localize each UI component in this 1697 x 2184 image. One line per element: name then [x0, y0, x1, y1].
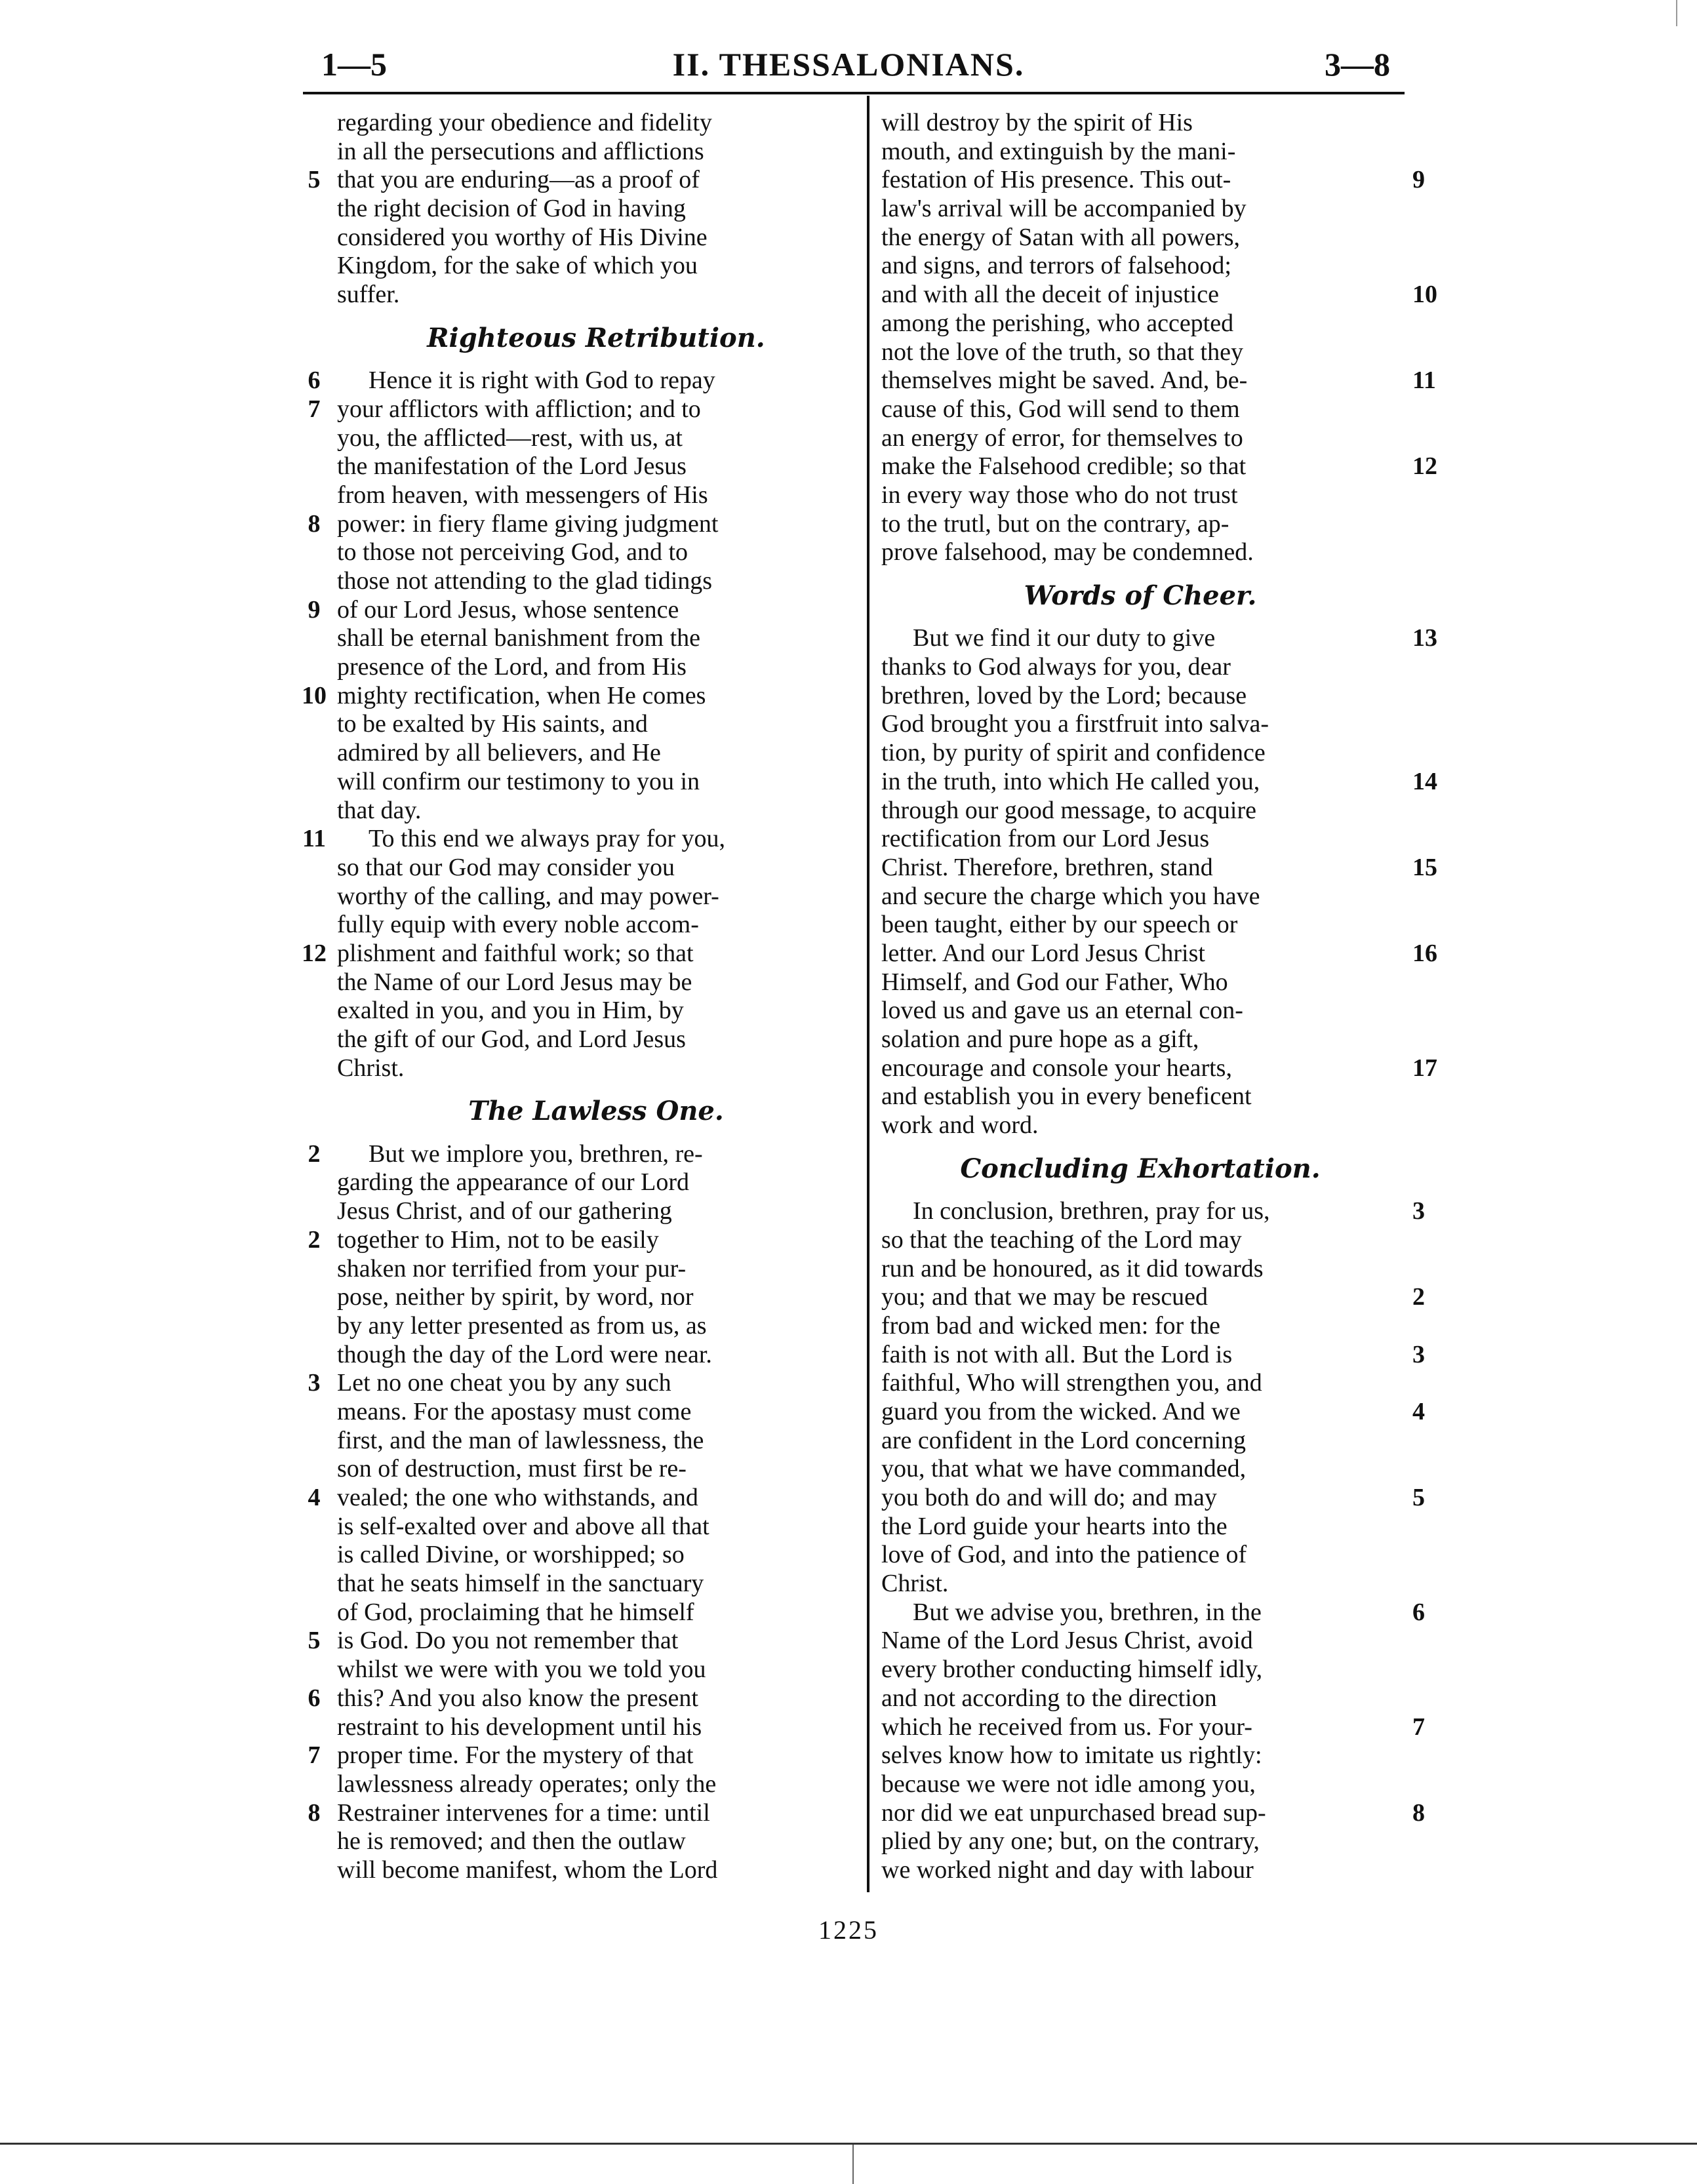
verse-number: 9 — [1412, 166, 1425, 194]
text-line — [881, 195, 1399, 224]
line-text: pose, neither by spirit, by word, nor — [337, 1283, 694, 1311]
text-line — [881, 224, 1399, 252]
text-line — [881, 1025, 1399, 1054]
text-line — [881, 1541, 1399, 1570]
verse-number: 8 — [308, 1798, 321, 1827]
text-line — [337, 1770, 855, 1799]
line-text: so that our God may consider you — [337, 853, 675, 881]
line-text: But we find it our duty to give — [913, 624, 1216, 652]
text-line — [881, 797, 1399, 825]
line-text: prove falsehood, may be condemned. — [881, 538, 1254, 566]
line-text: But we implore you, brethren, re- — [369, 1140, 703, 1168]
verse-number: 7 — [308, 1741, 321, 1770]
text-line — [881, 624, 1437, 653]
verse-number: 2 — [308, 1140, 321, 1168]
text-line — [881, 1111, 1399, 1140]
text-line — [302, 681, 855, 711]
text-line — [881, 1082, 1399, 1111]
verse-number: 4 — [1412, 1397, 1425, 1425]
line-text: through our good message, to acquire — [881, 796, 1256, 824]
text-line — [337, 997, 855, 1025]
text-line — [337, 768, 855, 797]
line-text: selves know how to imitate us rightly: — [881, 1741, 1262, 1770]
text-line — [337, 481, 855, 510]
line-text: not the love of the truth, so that they — [881, 338, 1243, 366]
text-line — [881, 1713, 1425, 1742]
line-text: Himself, and God our Father, Who — [881, 968, 1228, 996]
text-line — [881, 1570, 1399, 1598]
verse-number: 12 — [1412, 452, 1437, 481]
line-text: to be exalted by His saints, and — [337, 710, 648, 738]
verse-number: 10 — [302, 681, 327, 709]
line-text: son of destruction, must first be re- — [337, 1455, 687, 1483]
line-text: suffer. — [337, 281, 400, 309]
line-text: that you are enduring—as a proof of — [337, 166, 700, 194]
text-line — [337, 1656, 855, 1684]
text-line — [881, 252, 1399, 281]
verse-number: 5 — [308, 1627, 321, 1655]
text-line — [881, 166, 1425, 195]
line-text: fully equip with every noble accom- — [337, 911, 699, 939]
text-line — [881, 538, 1399, 567]
line-text: is called Divine, or worshipped; so — [337, 1541, 685, 1569]
text-line — [308, 1627, 855, 1656]
running-title: II. THESSALONIANS. — [672, 46, 1025, 83]
verse-number: 16 — [1412, 939, 1437, 967]
verse-number: 7 — [308, 395, 321, 423]
line-text: from heaven, with messengers of His — [337, 481, 708, 509]
line-text: the energy of Satan with all powers, — [881, 223, 1240, 251]
line-text: been taught, either by our speech or — [881, 911, 1238, 939]
text-line — [337, 1513, 855, 1541]
verse-number: 5 — [308, 166, 321, 194]
line-text: tion, by purity of spirit and confidence — [881, 739, 1266, 767]
text-line — [337, 1025, 855, 1054]
footer-rule — [0, 2143, 1697, 2145]
text-line — [881, 739, 1399, 768]
text-line — [881, 883, 1399, 911]
line-text: by any letter presented as from us, as — [337, 1311, 707, 1340]
line-text: from bad and wicked men: for the — [881, 1311, 1221, 1340]
right-text-column — [881, 109, 1437, 1885]
text-line — [308, 1484, 855, 1513]
text-line — [881, 452, 1437, 481]
text-line — [337, 797, 855, 825]
line-text: the right decision of God in having — [337, 195, 686, 223]
header-chapter-range-left: 1—5 — [321, 46, 387, 83]
text-line — [337, 138, 855, 167]
line-text: though the day of the Lord were near. — [337, 1340, 712, 1368]
text-line — [337, 1427, 855, 1456]
text-line — [881, 1397, 1425, 1427]
line-text: cause of this, God will send to them — [881, 395, 1240, 423]
line-text: is self-exalted over and above all that — [337, 1512, 709, 1540]
line-text: plied by any one; but, on the contrary, — [881, 1827, 1260, 1856]
text-line — [881, 1255, 1399, 1284]
text-line — [308, 166, 855, 195]
line-text: loved us and gave us an eternal con- — [881, 997, 1243, 1025]
text-line — [881, 968, 1399, 997]
text-line — [881, 710, 1399, 739]
line-text: God brought you a firstfruit into salva- — [881, 710, 1269, 738]
text-line — [881, 395, 1399, 424]
text-line — [881, 1226, 1399, 1255]
line-text: shaken nor terrified from your pur- — [337, 1254, 687, 1282]
line-text: Restrainer intervenes for a time: until — [337, 1798, 710, 1827]
text-line — [881, 653, 1399, 682]
line-text: rectification from our Lord Jesus — [881, 825, 1210, 853]
verse-number: 3 — [308, 1369, 321, 1397]
text-line — [881, 767, 1437, 797]
line-text: mighty rectification, when He comes — [337, 681, 706, 709]
line-text: in every way those who do not trust — [881, 481, 1238, 509]
text-line — [881, 309, 1399, 338]
text-line — [881, 1197, 1425, 1226]
header-rule — [303, 92, 1405, 94]
line-text: in the truth, into which He called you, — [881, 767, 1260, 795]
line-text: nor did we eat unpurchased bread sup- — [881, 1798, 1266, 1827]
verse-number: 2 — [308, 1225, 321, 1254]
text-line — [881, 1770, 1399, 1799]
line-text: the manifestation of the Lord Jesus — [337, 452, 687, 481]
verse-number: 8 — [1412, 1798, 1425, 1827]
page-number: 1225 — [818, 1915, 879, 1945]
line-text: this? And you also know the present — [337, 1684, 698, 1712]
line-text: you, that what we have commanded, — [881, 1455, 1247, 1483]
text-line — [881, 1827, 1399, 1856]
line-text: whilst we were with you we told you — [337, 1656, 706, 1684]
text-line — [337, 1598, 855, 1627]
verse-number: 2 — [1412, 1283, 1425, 1311]
section-heading: Righteous Retribution. — [427, 322, 765, 353]
line-text: law's arrival will be accompanied by — [881, 195, 1247, 223]
text-line — [881, 1340, 1425, 1370]
text-line — [308, 1798, 855, 1828]
verse-number: 12 — [302, 939, 327, 967]
line-text: Name of the Lord Jesus Christ, avoid — [881, 1627, 1253, 1655]
text-line — [337, 1856, 855, 1885]
line-text: will become manifest, whom the Lord — [337, 1856, 718, 1884]
line-text: first, and the man of lawlessness, the — [337, 1426, 704, 1454]
line-text: because we were not idle among you, — [881, 1770, 1256, 1798]
text-line — [881, 367, 1436, 395]
line-text: of God, proclaiming that he himself — [337, 1598, 694, 1626]
text-line — [881, 1369, 1399, 1398]
line-text: Kingdom, for the sake of which you — [337, 252, 698, 280]
line-text: considered you worthy of His Divine — [337, 223, 708, 251]
line-text: faith is not with all. But the Lord is — [881, 1340, 1233, 1368]
line-text: you, the afflicted—rest, with us, at — [337, 424, 683, 452]
line-text: the Lord guide your hearts into the — [881, 1512, 1228, 1540]
line-text: mouth, and extinguish by the mani- — [881, 137, 1236, 165]
text-line — [337, 109, 855, 138]
section-heading: The Lawless One. — [468, 1096, 724, 1127]
line-text: the Name of our Lord Jesus may be — [337, 968, 692, 996]
line-text: garding the appearance of our Lord — [337, 1168, 690, 1197]
text-line — [881, 1283, 1425, 1312]
text-line — [337, 968, 855, 997]
text-line — [881, 1484, 1425, 1513]
line-text: which he received from us. For your- — [881, 1713, 1252, 1741]
text-line — [308, 1140, 855, 1169]
line-text: and establish you in every beneficent — [881, 1082, 1252, 1111]
line-text: you; and that we may be rescued — [881, 1283, 1208, 1311]
text-line — [881, 1798, 1425, 1828]
line-text: Jesus Christ, and of our gathering — [337, 1197, 672, 1225]
text-line — [337, 1341, 855, 1370]
line-text: admired by all believers, and He — [337, 739, 661, 767]
text-line — [337, 224, 855, 252]
left-text-column — [302, 109, 855, 1885]
text-line — [881, 825, 1399, 854]
verse-number: 10 — [1412, 281, 1437, 309]
verse-number: 6 — [308, 367, 321, 395]
line-text: in all the persecutions and afflictions — [337, 137, 704, 165]
line-text: together to Him, not to be easily — [337, 1225, 659, 1254]
text-line — [337, 1541, 855, 1570]
line-text: Christ. — [881, 1570, 949, 1598]
text-line — [337, 1312, 855, 1341]
text-line — [308, 395, 855, 424]
text-line — [337, 195, 855, 224]
line-text: faithful, Who will strengthen you, and — [881, 1369, 1262, 1397]
verse-number: 17 — [1412, 1054, 1437, 1082]
line-text: guard you from the wicked. And we — [881, 1397, 1241, 1425]
text-line — [337, 911, 855, 940]
text-line — [337, 1255, 855, 1284]
text-line — [881, 510, 1399, 539]
text-line — [308, 1684, 855, 1713]
text-line — [881, 281, 1437, 309]
line-text: among the perishing, who accepted — [881, 309, 1234, 337]
line-text: power: in fiery flame giving judgment — [337, 509, 719, 538]
text-line — [881, 911, 1399, 940]
verse-number: 6 — [1412, 1598, 1425, 1626]
line-text: regarding your obedience and fidelity — [337, 109, 712, 136]
text-line — [337, 1398, 855, 1427]
verse-number: 6 — [308, 1684, 321, 1712]
line-text: thanks to God always for you, dear — [881, 653, 1231, 681]
line-text: In conclusion, brethren, pray for us, — [913, 1197, 1270, 1225]
verse-number: 11 — [1412, 367, 1436, 395]
text-line — [337, 624, 855, 653]
line-text: Hence it is right with God to repay — [369, 367, 715, 395]
text-line — [881, 481, 1399, 510]
scan-corner-mark — [1676, 0, 1697, 26]
text-line — [308, 1225, 855, 1255]
line-text: will confirm our testimony to you in — [337, 767, 700, 795]
line-text: shall be eternal banishment from the — [337, 624, 700, 652]
text-line — [881, 1684, 1399, 1713]
line-text: and secure the charge which you have — [881, 882, 1260, 910]
section-heading: Words of Cheer. — [1024, 580, 1257, 611]
verse-number: 3 — [1412, 1340, 1425, 1368]
line-text: Christ. — [337, 1054, 405, 1082]
line-text: means. For the apostasy must come — [337, 1397, 692, 1425]
line-text: and not according to the direction — [881, 1684, 1217, 1712]
verse-number: 11 — [302, 825, 326, 853]
text-line — [337, 424, 855, 453]
line-text: work and word. — [881, 1111, 1039, 1140]
text-line — [337, 1713, 855, 1742]
line-text: But we advise you, brethren, in the — [913, 1598, 1262, 1626]
line-text: those not attending to the glad tidings — [337, 567, 713, 595]
text-line — [337, 854, 855, 883]
text-line — [337, 567, 855, 596]
text-line — [337, 1827, 855, 1856]
verse-number: 7 — [1412, 1713, 1425, 1741]
column-divider — [867, 96, 869, 1892]
text-line — [881, 138, 1399, 167]
line-text: festation of His presence. This out- — [881, 166, 1231, 194]
text-line — [881, 1427, 1399, 1456]
line-text: plishment and faithful work; so that — [337, 939, 694, 967]
text-line — [337, 1570, 855, 1598]
text-line — [337, 883, 855, 911]
verse-number: 9 — [308, 595, 321, 624]
verse-number: 13 — [1412, 624, 1437, 652]
line-text: of our Lord Jesus, whose sentence — [337, 595, 679, 624]
line-text: is God. Do you not remember that — [337, 1627, 679, 1655]
text-line — [337, 1455, 855, 1484]
line-text: run and be honoured, as it did towards — [881, 1254, 1264, 1282]
text-line — [881, 1856, 1399, 1885]
line-text: an energy of error, for themselves to — [881, 424, 1243, 452]
text-line — [337, 1168, 855, 1197]
line-text: To this end we always pray for you, — [369, 825, 725, 853]
line-text: restraint to his development until his — [337, 1713, 702, 1741]
line-text: themselves might be saved. And, be- — [881, 367, 1248, 395]
text-line — [881, 1513, 1399, 1541]
line-text: will destroy by the spirit of His — [881, 109, 1193, 136]
text-line — [308, 509, 855, 539]
line-text: every brother conducting himself idly, — [881, 1656, 1263, 1684]
line-text: that he seats himself in the sanctuary — [337, 1570, 704, 1598]
line-text: are confident in the Lord concerning — [881, 1426, 1247, 1454]
verse-number: 14 — [1412, 767, 1437, 795]
line-text: letter. And our Lord Jesus Christ — [881, 939, 1205, 967]
line-text: encourage and console your hearts, — [881, 1054, 1232, 1082]
text-line — [308, 595, 855, 625]
line-text: the gift of our God, and Lord Jesus — [337, 1025, 686, 1054]
text-line — [308, 1369, 855, 1398]
text-line — [881, 1656, 1399, 1684]
verse-number: 15 — [1412, 853, 1437, 881]
text-line — [302, 825, 855, 854]
text-line — [881, 1627, 1399, 1656]
line-text: love of God, and into the patience of — [881, 1541, 1247, 1569]
text-line — [881, 1054, 1437, 1083]
text-line — [337, 1197, 855, 1226]
line-text: we worked night and day with labour — [881, 1856, 1254, 1884]
verse-number: 3 — [1412, 1197, 1425, 1225]
line-text: so that the teaching of the Lord may — [881, 1225, 1242, 1254]
text-line — [881, 1312, 1399, 1341]
line-text: that day. — [337, 796, 422, 824]
line-text: and with all the deceit of injustice — [881, 281, 1219, 309]
text-line — [881, 853, 1437, 883]
line-text: solation and pure hope as a gift, — [881, 1025, 1199, 1054]
line-text: worthy of the calling, and may power- — [337, 882, 719, 910]
text-line — [337, 653, 855, 682]
text-line — [302, 939, 855, 968]
line-text: lawlessness already operates; only the — [337, 1770, 717, 1798]
line-text: proper time. For the mystery of that — [337, 1741, 694, 1770]
line-text: he is removed; and then the outlaw — [337, 1827, 686, 1856]
line-text: to the trutl, but on the contrary, ap- — [881, 509, 1229, 538]
text-line — [337, 538, 855, 567]
section-heading: Concluding Exhortation. — [960, 1153, 1321, 1184]
line-text: you both do and will do; and may — [881, 1484, 1217, 1512]
verse-number: 4 — [308, 1484, 321, 1512]
line-text: brethren, loved by the Lord; because — [881, 681, 1247, 709]
line-text: and signs, and terrors of falsehood; — [881, 252, 1231, 280]
line-text: make the Falsehood credible; so that — [881, 452, 1247, 481]
text-line — [881, 939, 1437, 968]
text-line — [337, 252, 855, 281]
text-line — [881, 1741, 1399, 1770]
line-text: vealed; the one who withstands, and — [337, 1484, 698, 1512]
text-line — [881, 997, 1399, 1025]
verse-number: 5 — [1412, 1484, 1425, 1512]
text-line — [881, 682, 1399, 711]
text-line — [881, 1455, 1399, 1484]
text-line — [337, 281, 855, 309]
line-text: Christ. Therefore, brethren, stand — [881, 853, 1213, 881]
text-line — [337, 452, 855, 481]
text-line — [881, 424, 1399, 453]
text-line — [337, 739, 855, 768]
verse-number: 8 — [308, 509, 321, 538]
line-text: exalted in you, and you in Him, by — [337, 997, 684, 1025]
text-line — [308, 1741, 855, 1770]
line-text: Let no one cheat you by any such — [337, 1369, 671, 1397]
header-chapter-range-right: 3—8 — [1325, 46, 1390, 83]
text-line — [337, 710, 855, 739]
line-text: to those not perceiving God, and to — [337, 538, 689, 566]
text-line — [881, 109, 1399, 138]
text-line — [881, 1598, 1425, 1627]
text-line — [337, 1054, 855, 1083]
text-line — [308, 367, 855, 395]
footer-tick — [852, 2145, 854, 2184]
text-line — [337, 1283, 855, 1312]
line-text: your afflictors with affliction; and to — [337, 395, 701, 423]
line-text: presence of the Lord, and from His — [337, 653, 687, 681]
text-line — [881, 338, 1399, 367]
